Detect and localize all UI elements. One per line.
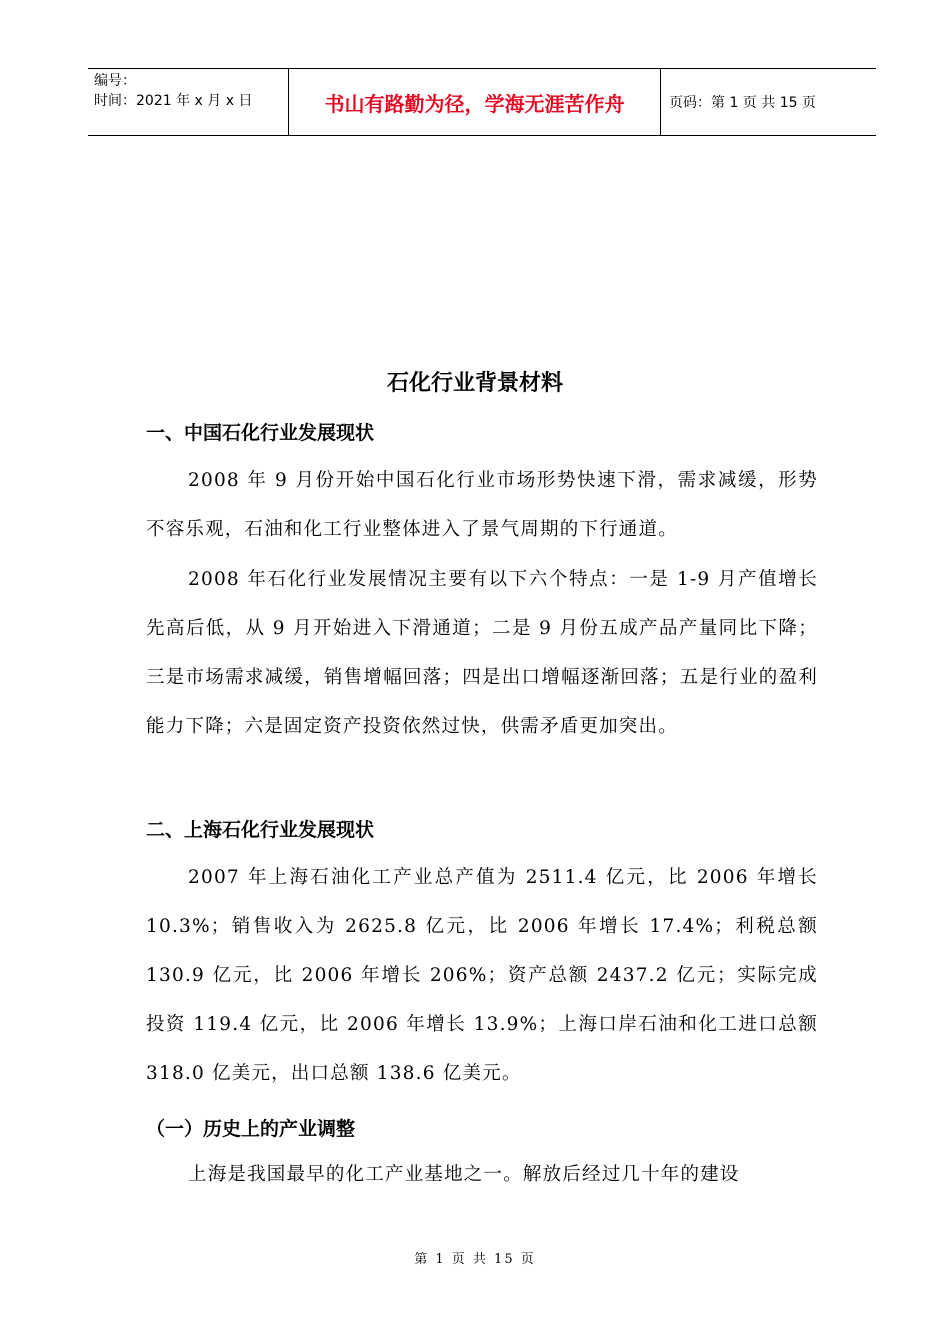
time-label: 时间：2021 年 x 月 x 日 [94,93,253,109]
serial-label: 编号： [94,73,136,89]
section-1-paragraph-1: 2008 年 9 月份开始中国石化行业市场形势快速下滑，需求减缓，形势不容乐观，石油和化工行业整体进入了景气周期的下行通道。 [146,470,818,540]
subsection-1-heading: （一）历史上的产业调整 [146,1118,356,1140]
page-header [88,68,876,136]
section-2-heading: 二、上海石化行业发展现状 [146,819,375,841]
header-motto: 书山有路勤为径，学海无涯苦作舟 [288,69,661,135]
section-1-paragraph-2: 2008 年石化行业发展情况主要有以下六个特点：一是 1-9 月产值增长先高后低，从 9 月开始进入下滑通道；二是 9 月份五成产品产量同比下降；三是市场需求减缓，销售增幅回落；四是出口增幅逐渐回落；五是行业的盈利能力下降；六是固定资产投资依然过快，供需矛盾更加突出。 [146,569,818,737]
page-footer: 第 1 页 共 15 页 [414,1252,536,1267]
section-1-heading: 一、中国石化行业发展现状 [146,422,375,444]
header-meta [88,69,288,135]
document-title: 石化行业背景材料 [386,371,563,396]
subsection-1-paragraph-1: 上海是我国最早的化工产业基地之一。解放后经过几十年的建设 [188,1164,740,1185]
section-2-paragraph-1: 2007 年上海石油化工产业总产值为 2511.4 亿元，比 2006 年增长 10.3%；销售收入为 2625.8 亿元，比 2006 年增长 17.4%；利税总额 130.9 亿元，比 2006 年增长 206%；资产总额 2437.2 亿元；实际完成投资 119.4 亿元，比 2006 年增长 13.9%；上海口岸石油和化工进口总额 318.0 亿美元，出口总额 138.6 亿美元。 [146,867,818,1084]
header-page-label: 页码：第 1 页 共 15 页 [669,95,816,111]
